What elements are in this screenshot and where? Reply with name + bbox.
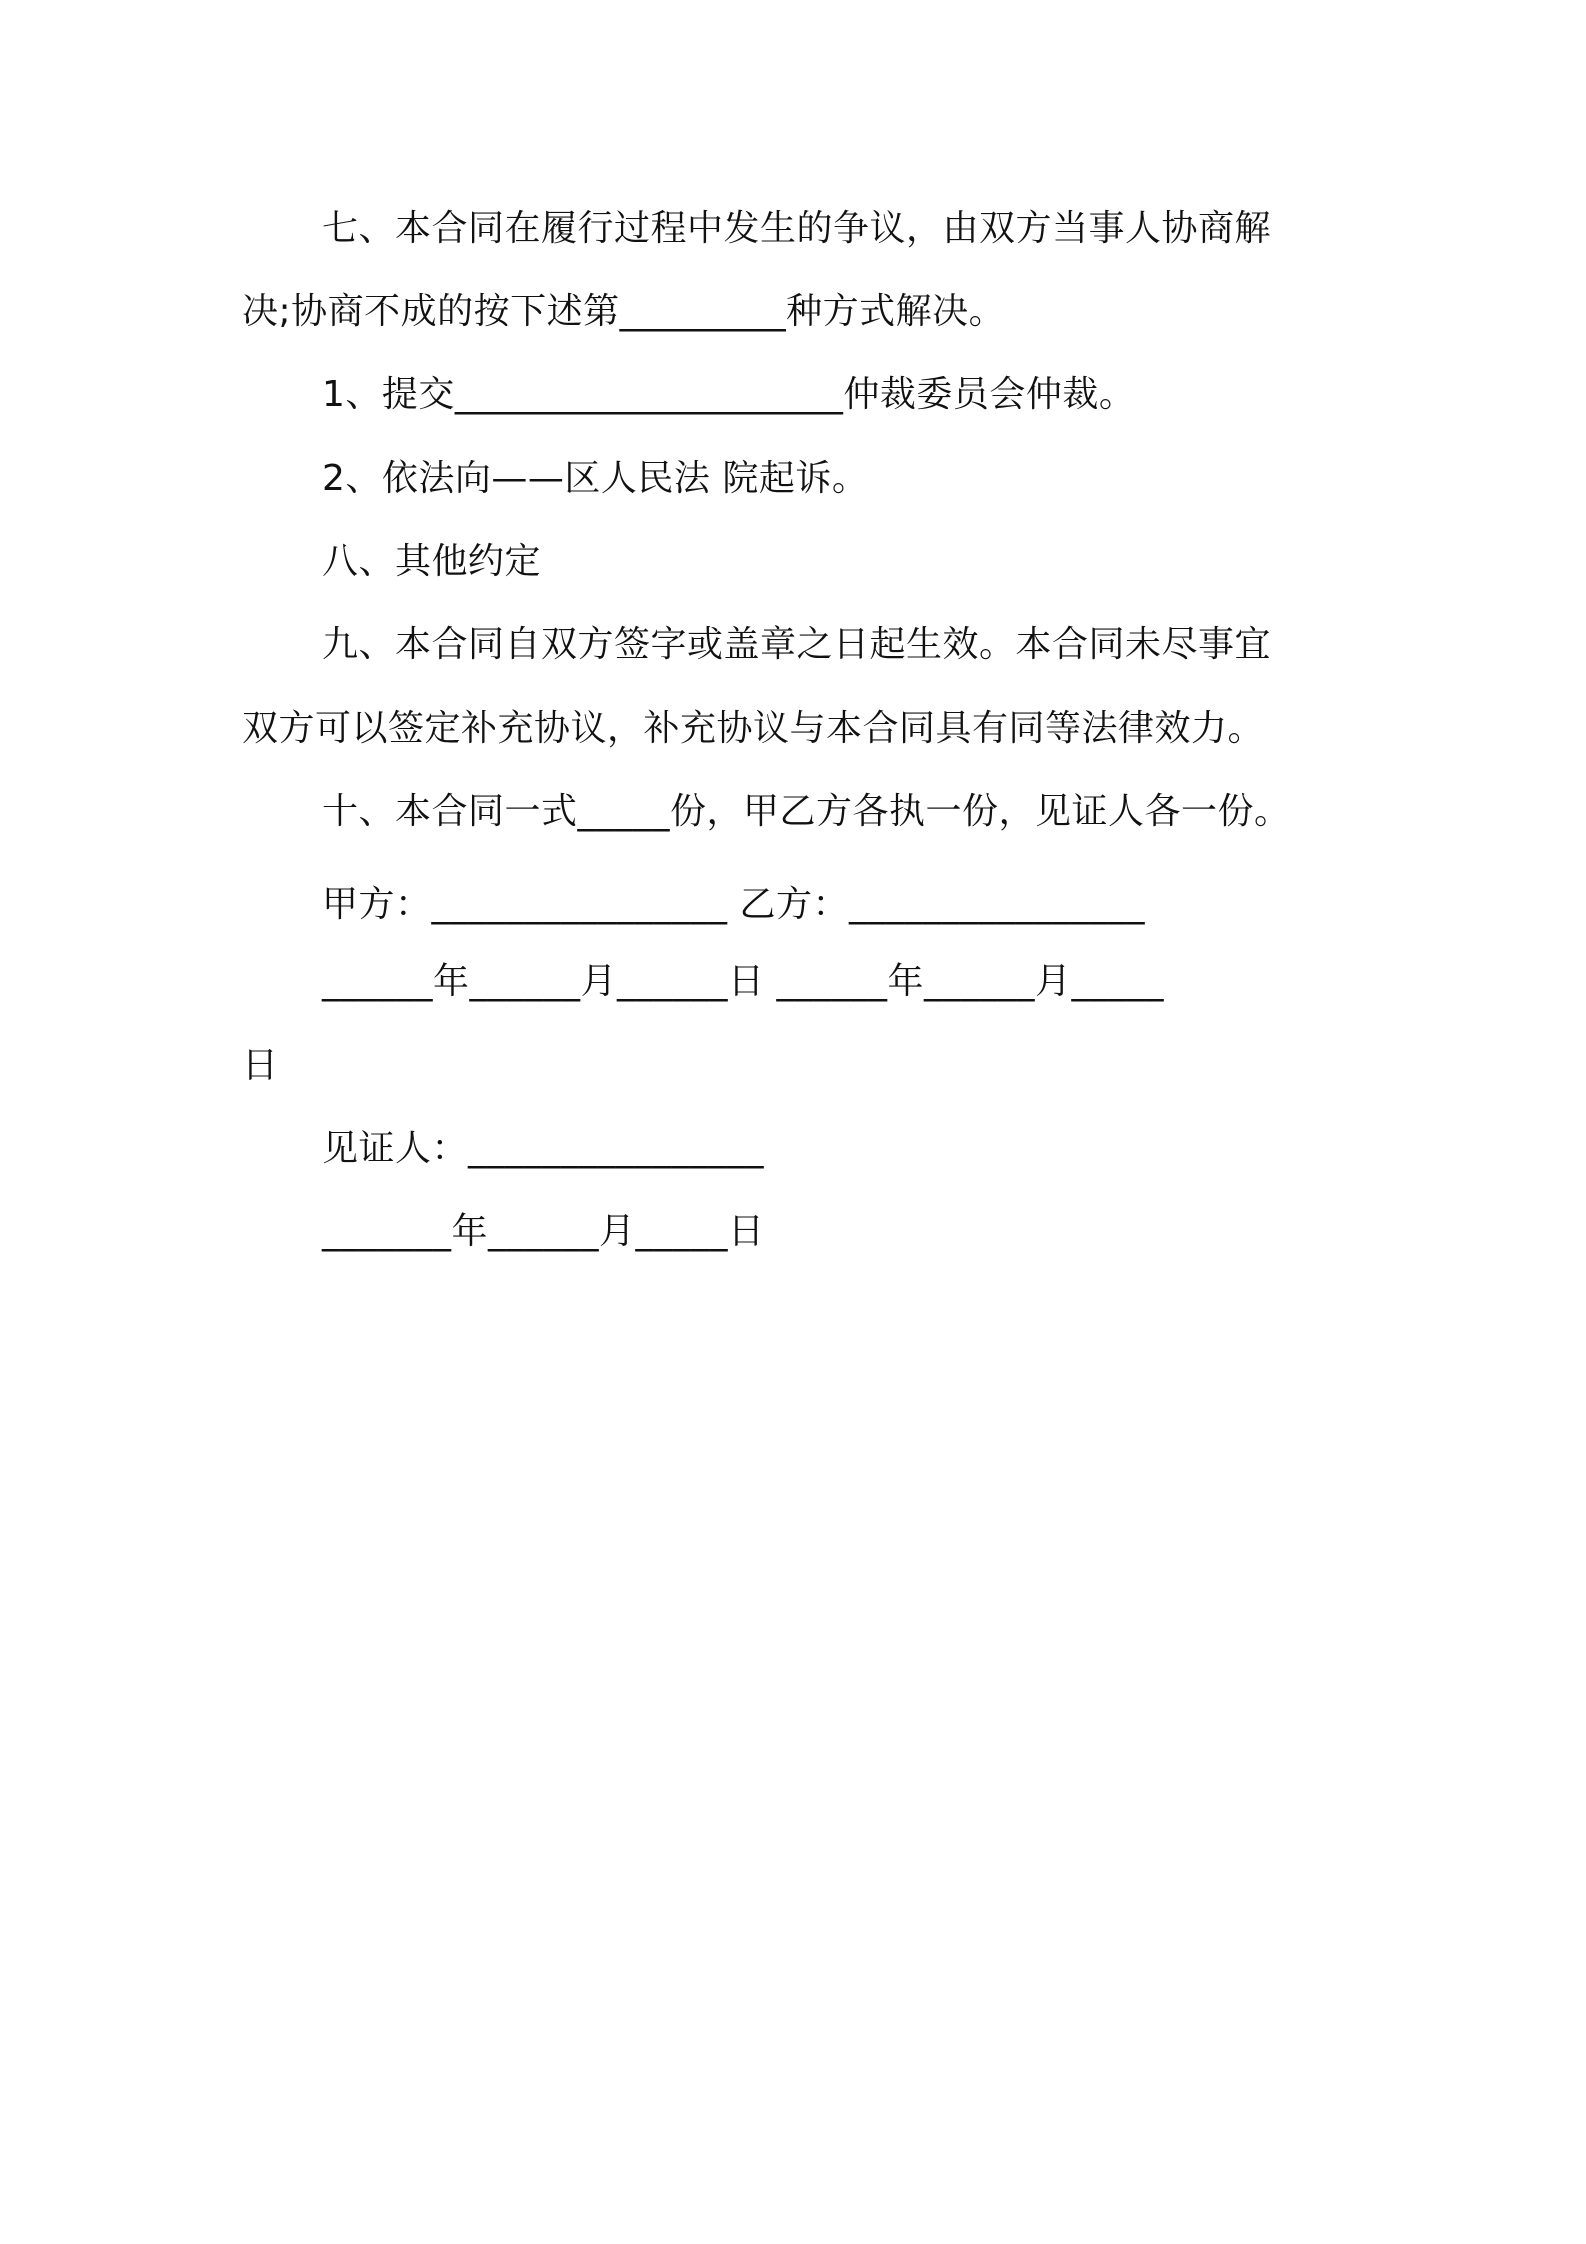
witness-signature-line: 见证人：________________ <box>322 1128 765 1169</box>
clause-7-option-1: 1、提交_____________________仲裁委员会仲裁。 <box>322 374 1136 415</box>
witness-date-line: _______年______月_____日 <box>322 1211 765 1252</box>
clause-9-line-2: 双方可以签定补充协议，补充协议与本合同具有同等法律效力。 <box>242 708 1265 749</box>
party-date-line: ______年______月______日 ______年______月_____ <box>322 961 1164 1002</box>
clause-10-line: 十、本合同一式_____份，甲乙方各执一份，见证人各一份。 <box>322 791 1291 832</box>
clause-9-line-1: 九、本合同自双方签字或盖章之日起生效。本合同未尽事宜 <box>322 624 1272 665</box>
clause-7-line-1: 七、本合同在履行过程中发生的争议，由双方当事人协商解 <box>322 208 1272 249</box>
clause-8-heading: 八、其他约定 <box>322 541 542 582</box>
clause-7-line-2: 决;协商不成的按下述第_________种方式解决。 <box>242 291 1006 332</box>
party-date-line-wrap: 日 <box>242 1045 279 1086</box>
party-signature-line: 甲方：________________ 乙方：________________ <box>322 884 1145 925</box>
clause-7-option-2: 2、依法向——区人民法 院起诉。 <box>322 458 869 499</box>
